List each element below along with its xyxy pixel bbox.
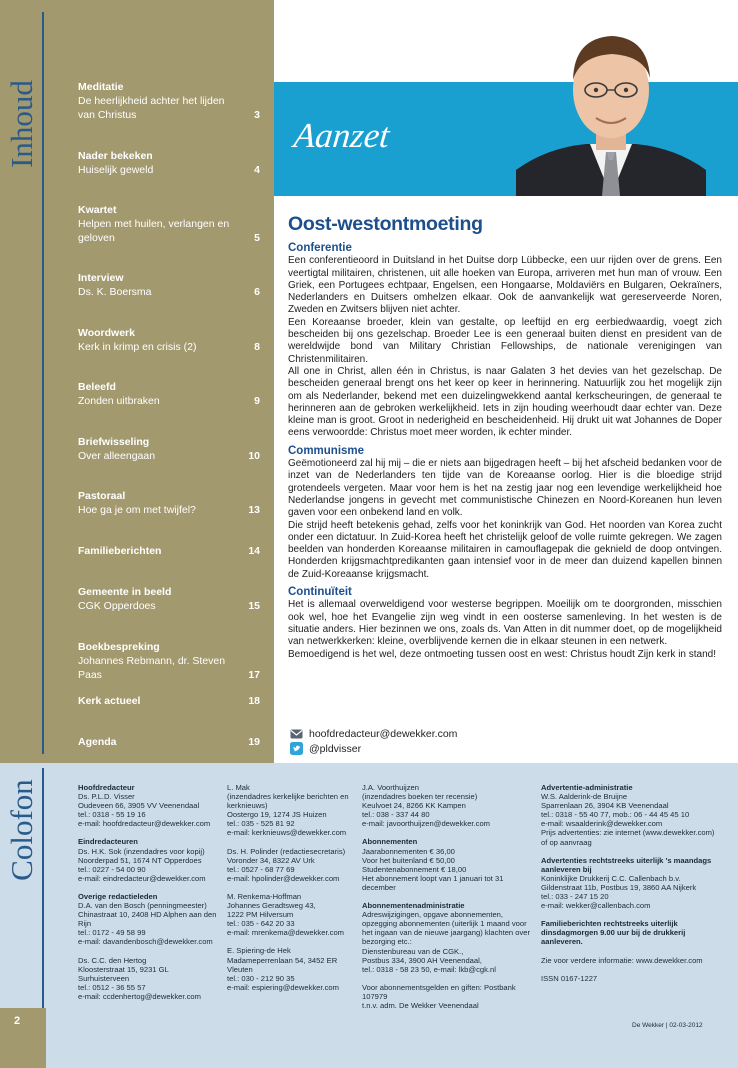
toc-page: 8	[254, 341, 260, 353]
colofon-block: Familieberichten rechtstreeks uiterlijk dinsdagmorgen 9.00 uur bij de drukkerij aanleveren.	[541, 919, 686, 947]
twitter-contact[interactable]	[290, 742, 361, 755]
colofon-block: Advertentie-administratie W.S. Aalderink-de Bruijne Sparrenlaan 26, 3904 KB Veenendaal tel.: 0318 - 55 40 77, mob.: 06 - 44 45 45 10 e-mail: wsaalderink@dewekker.com Prijs advertenties: zie internet (www.dewekker.com) of op aanvraag	[541, 783, 715, 847]
toc-title: Ds. K. Boersma	[78, 286, 152, 298]
colofon-block: Abonnementen Jaarabonnementen € 36,00 Voor het buitenland € 50,00 Studentenabonnement € 18,00 Het abonnement loopt van 1 januari tot 31 december	[362, 837, 504, 892]
colofon-column-3	[362, 783, 532, 1019]
subheading-continuiteit: Continuïteit	[288, 586, 352, 599]
toc-item-nader-bekeken[interactable]	[78, 149, 260, 177]
colofon-block: Voor abonnementsgelden en giften: Postbank 107979 t.n.v. adm. De Wekker Veenendaal	[362, 982, 516, 1010]
toc-page: 18	[248, 695, 260, 707]
paragraph: Een Koreaanse broeder, klein van gestalte, op leeftijd en erg eerbiedwaardig, voegt zich bescheiden bij ons gezelschap. Broeder Lee is een generaal buiten dienst en president van de wereldwijde bond van Military Christian Fellowships, de nationale verenigingen van Christenmilitairen.	[288, 316, 722, 365]
toc-section: Woordwerk	[78, 327, 135, 339]
colofon-block: L. Mak (inzendadres kerkelijke berichten en kerknieuws) Oostergo 19, 1274 JS Huizen tel.: 035 - 525 81 92 e-mail: kerknieuws@dewekker.com	[227, 783, 349, 838]
inhoud-divider	[42, 12, 44, 754]
colofon-block: Ds. C.C. den Hertog Kloosterstraat 15, 9231 GL Surhuisterveen tel.: 0512 - 36 55 57 e-mail: ccdenhertog@dewekker.com	[78, 955, 201, 1001]
toc-section: Meditatie	[78, 81, 124, 93]
colofon-block: M. Renkema-Hoffman Johannes Geradtsweg 43, 1222 PM Hilversum tel.: 035 - 642 20 33 e-mail: mrenkema@dewekker.com	[227, 891, 345, 938]
email-icon	[290, 727, 303, 740]
toc-page: 19	[248, 736, 260, 748]
toc-page: 9	[254, 395, 260, 407]
toc-item-meditatie[interactable]	[78, 80, 260, 122]
colofon-block: Zie voor verdere informatie: www.dewekker.com	[541, 955, 703, 965]
toc-section: Familieberichten	[78, 545, 162, 557]
issue-info: De Wekker | 02-03-2012	[632, 1022, 703, 1029]
toc-section: Nader bekeken	[78, 150, 153, 162]
toc-item-briefwisseling[interactable]	[78, 435, 260, 463]
colofon-block: Advertenties rechtstreeks uiterlijk 's maandags aanleveren bij Koninklijke Drukkerij C.C. Callenbach b.v. Gildenstraat 11b, Postbus 19, 3860 AA Nijkerk tel.: 033 - 247 15 20 e-mail: wekker@callenbach.com	[541, 855, 712, 911]
colofon-block: ISSN 0167-1227	[541, 973, 598, 983]
toc-page: 14	[248, 545, 260, 557]
toc-item-pastoraal[interactable]	[78, 489, 260, 517]
page-number: 2	[14, 1015, 21, 1027]
colofon-block: E. Spiering-de Hek Madameperrenlaan 54, 3452 ER Vleuten tel.: 030 - 212 90 35 e-mail: espiering@dewekker.com	[227, 946, 339, 992]
toc-section: Kerk actueel	[78, 695, 141, 707]
toc-item-interview[interactable]	[78, 271, 260, 299]
toc-page: 17	[248, 669, 260, 681]
toc-page: 15	[248, 600, 260, 612]
toc-section: Pastoraal	[78, 490, 126, 502]
toc-page: 4	[254, 164, 260, 176]
toc-item-kwartet[interactable]	[78, 203, 260, 245]
subheading-conferentie: Conferentie	[288, 242, 352, 254]
toc-title: CGK Opperdoes	[78, 600, 156, 612]
toc-item-gemeente-in-beeld[interactable]	[78, 585, 260, 613]
toc-page: 6	[254, 286, 260, 298]
paragraph: Die strijd heeft betekenis gehad, zelfs voor het koninkrijk van God. Het noorden van Korea zucht onder een dictatuur. In Zuid-Korea heeft het christelijk geloof de volle ruimte gekregen. We zagen beelden van honderden Koreaanse militairen in camouflagepak die geknield de doop ontvingen. Honderden krijgsmachtpredikanten gaan intensief voor in de meer dan duizend kapellen binnen de Zuid-Koreaanse krijgsmacht.	[288, 519, 722, 580]
toc-section: Kwartet	[78, 204, 117, 216]
toc-section: Interview	[78, 272, 124, 284]
toc-section: Briefwisseling	[78, 436, 150, 448]
colofon-column-4	[541, 783, 719, 992]
toc-section: Gemeente in beeld	[78, 586, 172, 598]
toc-title: Kerk in krimp en crisis (2)	[78, 341, 197, 353]
toc-title: Hoe ga je om met twijfel?	[78, 504, 196, 516]
paragraph: Bemoedigend is het wel, deze ontmoeting tussen oost en west: Christus houdt Zijn kerk in stand!	[288, 648, 717, 660]
toc-item-woordwerk[interactable]	[78, 326, 260, 354]
toc-page: 3	[254, 109, 260, 121]
inhoud-heading: Inhoud	[4, 80, 39, 168]
colofon-block: Hoofdredacteur Ds. P.L.D. Visser Oudeveen 66, 3905 VV Veenendaal tel.: 0318 - 55 19 16 e-mail: hoofdredacteur@dewekker.com	[78, 783, 211, 829]
section-title: Aanzet	[292, 116, 392, 155]
author-portrait	[516, 20, 706, 196]
colofon-column-1	[78, 783, 218, 1010]
editorial-article	[288, 212, 722, 661]
toc-page: 13	[248, 504, 260, 516]
page-number-tab	[0, 1008, 46, 1068]
paragraph: Een conferentieoord in Duitsland in het Duitse dorp Lübbecke, een uur rijden over de grens. Een veertigtal militairen, christenen, uit alle hoeken van Europa, arriveren met hun man of vrouw. Een Griek, een Portugees echtpaar, Engelsen, een Hongaarse, Moldaviërs en Bulgaren, Oekraïners, Nederlanders en Duitsers omhelzen elkaar. Ook de aanvankelijk wat gereserveerde Noren, Zweden en Zwitsers blijven niet achter.	[288, 255, 722, 316]
toc-page: 5	[254, 232, 260, 244]
subheading-communisme: Communisme	[288, 444, 365, 457]
paragraph: All one in Christ, allen één in Christus, is naar Galaten 3 het devies van het gezelschap. De bescheiden generaal brengt ons het keer op keer in herinnering. Natuurlijk zou het mogelijk zijn om als Nederlander, bekend met een duizelingwekkend aantal kerkscheuringen, de generaal te herinneren aan de gebroken werkelijkheid. Iets in zijn houding weerhoudt daar echter van. Deze kleine man is groot. Groot in nederigheid en bescheidenheid. Hij drukt uit wat Johannes de Doper eens verwoordde: Christus moet meer worden, ik echter minder.	[288, 365, 722, 439]
toc-item-beleefd[interactable]	[78, 380, 260, 408]
colofon-block: Ds. H. Polinder (redactiesecretaris) Voronder 34, 8322 AV Urk tel.: 0527 - 68 77 69 e-mail: hpolinder@dewekker.com	[227, 846, 346, 883]
toc-section: Boekbespreking	[78, 641, 160, 653]
colofon-block: Eindredacteuren Ds. H.K. Sok (inzendadres voor kopij) Noorderpad 51, 1674 NT Opperdoes tel.: 0227 - 54 00 90 e-mail: eindredacteur@dewekker.com	[78, 837, 206, 883]
twitter-handle: @pldvisser	[309, 742, 362, 755]
toc-title: De heerlijkheid achter het lijden van Christus	[78, 95, 225, 121]
colofon-column-2	[227, 783, 355, 1001]
twitter-icon	[290, 742, 303, 755]
paragraph: Geëmotioneerd zal hij mij – die er niets aan bijgedragen heeft – bij het afscheid bedanken voor de inzet van de Nederlanders ten tijde van de Koreaanse oorlog. Hier is die bloedige strijd grotendeels vergeten. Maar voor hem is het na zestig jaar nog een levendige werkelijkheid hoe Nederlandse jongens in gevecht met communistische Chinezen en Noord-Koreanen hun leven gaven voor een onbekend land en volk.	[288, 458, 722, 519]
colofon-heading: Colofon	[4, 779, 39, 881]
colofon-block: Overige redactieleden D.A. van den Bosch (penningmeester) Chinastraat 10, 2408 HD Alphen aan den Rijn tel.: 0172 - 49 58 99 e-mail: davandenbosch@dewekker.com	[78, 891, 217, 947]
email-contact[interactable]	[290, 727, 457, 740]
toc-title: Over alleengaan	[78, 450, 156, 462]
article-title: Oost-westontmoeting	[288, 213, 483, 235]
toc-item-boekbespreking[interactable]	[78, 640, 260, 682]
toc-item-familieberichten[interactable]	[78, 544, 260, 558]
toc-title: Huiselijk geweld	[78, 164, 154, 176]
toc-section: Beleefd	[78, 381, 116, 393]
colofon-block: Abonnementenadministratie Adreswijzigingen, opgave abonnementen, opzegging abonnementen (uiterlijk 1 maand voor het ingaan van de nieuwe jaargang) klachten over bezorging etc.: Dienstenbureau van de CGK., Postbus 334, 3900 AH Veenendaal, tel.: 0318 - 58 23 50, e-mail: lkb@cgk.nl	[362, 901, 531, 974]
toc-title: Johannes Rebmann, dr. Steven Paas	[78, 655, 226, 681]
toc-title: Zonden uitbraken	[78, 395, 160, 407]
toc-item-agenda[interactable]	[78, 735, 260, 749]
toc-item-kerk-actueel[interactable]	[78, 694, 260, 708]
paragraph: Het is allemaal overweldigend voor westerse begrippen. Moeilijk om te doorgronden, misschien ook wel, hoe het Evangelie zijn weg vindt in een oosterse samenleving. In het westen is de situatie anders. Hier bezinnen we ons, zoals ds. Van Atten in dit nummer doet, op de mogelijkheid van netwerkkerken: kleine, overblijvende kernen die in elkaar steunen in een netwerk.	[288, 599, 722, 648]
email-address: hoofdredacteur@dewekker.com	[309, 727, 458, 740]
colofon-block: J.A. Voorthuijzen (inzendadres boeken ter recensie) Keulvoet 24, 8266 KK Kampen tel.: 038 - 337 44 80 e-mail: javoorthuijzen@dewekker.com	[362, 783, 490, 829]
toc-section: Agenda	[78, 736, 117, 748]
toc-title: Helpen met huilen, verlangen en geloven	[78, 218, 230, 244]
toc-page: 10	[248, 450, 260, 462]
